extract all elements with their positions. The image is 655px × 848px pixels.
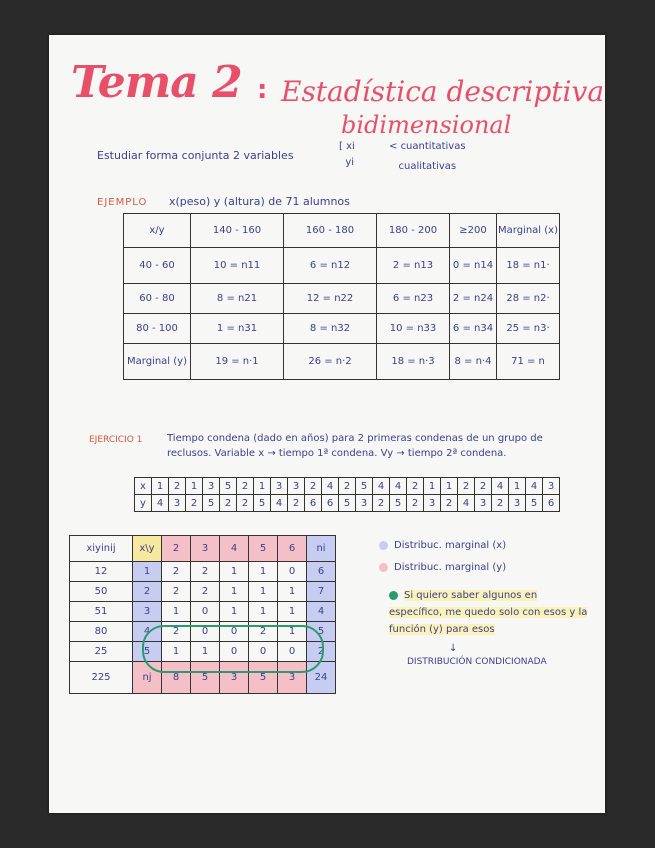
legend <box>379 535 506 579</box>
table-cell: 3 <box>203 478 220 495</box>
table-cell: 3 <box>543 478 560 495</box>
circle-dot-icon <box>379 541 388 550</box>
table-cell: 7 <box>307 582 336 602</box>
circle-dot-icon <box>379 563 388 572</box>
table-row <box>124 284 560 314</box>
table-header: ≥200 <box>450 214 497 248</box>
table-cell: 2 <box>458 478 475 495</box>
table-cell: 2 <box>220 495 237 512</box>
table-cell: nj <box>133 662 162 694</box>
table-header: 2 <box>162 536 191 562</box>
table-cell: 5 <box>339 495 356 512</box>
table-header: xiyinij <box>70 536 133 562</box>
table-cell: 0 <box>191 602 220 622</box>
table-cell: 1 <box>278 622 307 642</box>
table-cell: 5 <box>133 642 162 662</box>
notebook-page <box>49 35 605 813</box>
table-cell: 5 <box>203 495 220 512</box>
table-cell: 0 <box>220 622 249 642</box>
row-label: x <box>135 478 152 495</box>
table-cell: 1 <box>249 562 278 582</box>
table-cell: 0 <box>249 642 278 662</box>
table-cell: 71 = n <box>497 344 560 380</box>
table-cell: 4 <box>390 478 407 495</box>
table-cell: 1 <box>424 478 441 495</box>
table-cell: 5 <box>220 478 237 495</box>
table-cell: 6 = n34 <box>450 314 497 344</box>
table-cell: 4 <box>322 478 339 495</box>
table-cell: 18 = n1· <box>497 248 560 284</box>
table-cell: 24 <box>307 662 336 694</box>
exercise-label: EJERCICIO 1 <box>89 435 143 445</box>
table-cell: 4 <box>307 602 336 622</box>
table-cell: 2 <box>162 562 191 582</box>
table-cell: 3 <box>288 478 305 495</box>
table-cell: 25 <box>70 642 133 662</box>
table-cell: 4 <box>271 495 288 512</box>
example-text: x(peso) y (altura) de 71 alumnos <box>169 195 350 208</box>
table-cell: 6 <box>322 495 339 512</box>
table-cell: 0 <box>220 642 249 662</box>
table-cell: 2 <box>191 582 220 602</box>
table-cell: 2 <box>373 495 390 512</box>
table-cell: 5 <box>307 622 336 642</box>
example-label: EJEMPLO <box>97 197 148 208</box>
table-header: 4 <box>220 536 249 562</box>
table-cell: 1 <box>254 478 271 495</box>
table-cell: 0 <box>278 642 307 662</box>
table-cell: 51 <box>70 602 133 622</box>
table-header: 160 - 180 <box>284 214 377 248</box>
table-cell: 8 = n21 <box>191 284 284 314</box>
table-cell: 2 <box>307 642 336 662</box>
table-cell: 6 = n12 <box>284 248 377 284</box>
table-cell: 8 = n·4 <box>450 344 497 380</box>
table-cell: 3 <box>475 495 492 512</box>
table-cell: 5 <box>356 478 373 495</box>
table-cell: 2 <box>475 478 492 495</box>
table-cell: 1 <box>162 642 191 662</box>
table-header: x\y <box>133 536 162 562</box>
table-cell: 2 = n24 <box>450 284 497 314</box>
table-cell: 1 <box>441 478 458 495</box>
table-cell: 1 <box>191 642 220 662</box>
raw-data-table <box>134 477 560 512</box>
table-cell: 4 <box>152 495 169 512</box>
table-cell: 2 <box>162 582 191 602</box>
table-cell: 2 <box>186 495 203 512</box>
row-label: 60 - 80 <box>124 284 191 314</box>
table-cell: 3 <box>169 495 186 512</box>
table-cell: 2 <box>492 495 509 512</box>
table-cell: 2 <box>237 478 254 495</box>
table-cell: 1 <box>509 478 526 495</box>
table-cell: 1 <box>249 602 278 622</box>
table-cell: 2 <box>162 622 191 642</box>
table-row <box>124 248 560 284</box>
table-header: 3 <box>191 536 220 562</box>
table-cell: 12 <box>70 562 133 582</box>
table-cell: 2 <box>249 622 278 642</box>
table-row <box>70 562 336 582</box>
table-cell: 2 <box>133 582 162 602</box>
table-cell: 1 <box>278 582 307 602</box>
table-cell: 2 <box>191 562 220 582</box>
table-cell: 2 <box>441 495 458 512</box>
table-cell: 3 <box>356 495 373 512</box>
table-header: x/y <box>124 214 191 248</box>
table-cell: 2 = n13 <box>377 248 450 284</box>
bullet-dot-icon <box>389 591 398 600</box>
table-row <box>70 602 336 622</box>
legend-note: Si quiero saber algunos en específico, me quedo solo con esos y la función (y) para esos <box>389 590 588 635</box>
table-cell: 6 <box>307 562 336 582</box>
table-cell: 26 = n·2 <box>284 344 377 380</box>
title-subtitle-line2: bidimensional <box>341 111 512 139</box>
row-label: y <box>135 495 152 512</box>
table-cell: 6 <box>543 495 560 512</box>
row-label: Marginal (y) <box>124 344 191 380</box>
table-cell: 5 <box>191 662 220 694</box>
table-cell: 25 = n3· <box>497 314 560 344</box>
table-cell: 4 <box>458 495 475 512</box>
title-colon: : <box>257 75 268 105</box>
table-cell: 0 = n14 <box>450 248 497 284</box>
table-cell: 3 <box>133 602 162 622</box>
table-cell: 4 <box>492 478 509 495</box>
table-row <box>70 582 336 602</box>
table-cell: 12 = n22 <box>284 284 377 314</box>
table-header: 5 <box>249 536 278 562</box>
exercise-text: Tiempo condena (dado en años) para 2 primeras condenas de un grupo de reclusos. Variable x → tiempo 1ª condena. Vy → tiempo 2ª condena. <box>167 433 543 459</box>
table-header: 180 - 200 <box>377 214 450 248</box>
table-cell: 0 <box>191 622 220 642</box>
table-cell: 2 <box>169 478 186 495</box>
table-row <box>135 478 560 495</box>
table-cell: 50 <box>70 582 133 602</box>
table-header: 6 <box>278 536 307 562</box>
legend-item-marginal-x: Distribuc. marginal (x) <box>379 535 506 557</box>
table-cell: 8 <box>162 662 191 694</box>
table-cell: 225 <box>70 662 133 694</box>
table-header: ni <box>307 536 336 562</box>
table-cell: 8 = n32 <box>284 314 377 344</box>
table-cell: 2 <box>288 495 305 512</box>
table-cell: 0 <box>278 562 307 582</box>
table-header: Marginal (x) <box>497 214 560 248</box>
example-table <box>123 213 560 380</box>
type-qualitative: cualitativas <box>398 161 457 172</box>
table-cell: 4 <box>133 622 162 642</box>
table-cell: 1 <box>220 582 249 602</box>
var-yi: yi <box>345 157 355 168</box>
table-cell: 3 <box>509 495 526 512</box>
arrow-down-icon: ↓ <box>449 643 458 654</box>
table-cell: 10 = n33 <box>377 314 450 344</box>
table-cell: 18 = n·3 <box>377 344 450 380</box>
table-cell: 4 <box>526 478 543 495</box>
table-cell: 5 <box>526 495 543 512</box>
title-subtitle-line1: Estadística descriptiva <box>281 75 605 108</box>
table-cell: 28 = n2· <box>497 284 560 314</box>
table-cell: 2 <box>339 478 356 495</box>
row-label: 80 - 100 <box>124 314 191 344</box>
table-cell: 5 <box>254 495 271 512</box>
table-cell: 3 <box>271 478 288 495</box>
table-cell: 3 <box>424 495 441 512</box>
table-row <box>124 314 560 344</box>
row-label: 40 - 60 <box>124 248 191 284</box>
table-cell: 1 <box>186 478 203 495</box>
table-cell: 6 <box>305 495 322 512</box>
table-cell: 1 <box>152 478 169 495</box>
type-quantitative: cuantitativas <box>400 141 466 152</box>
table-cell: 10 = n11 <box>191 248 284 284</box>
table-cell: 1 <box>133 562 162 582</box>
intro-types: < cuantitativas cualitativas <box>389 141 466 172</box>
table-cell: 1 <box>249 582 278 602</box>
legend-item-marginal-y: Distribuc. marginal (y) <box>379 557 506 579</box>
table-row <box>135 495 560 512</box>
conditional-highlight-oval <box>142 625 324 673</box>
var-xi: xi <box>346 141 355 152</box>
table-cell: 1 <box>278 602 307 622</box>
intro-text: Estudiar forma conjunta 2 variables <box>97 149 294 162</box>
table-cell: 3 <box>220 662 249 694</box>
table-cell: 2 <box>407 478 424 495</box>
page-title: Tema 2 <box>71 57 242 108</box>
table-cell: 80 <box>70 622 133 642</box>
table-cell: 2 <box>237 495 254 512</box>
table-cell: 2 <box>407 495 424 512</box>
table-cell: 1 <box>162 602 191 622</box>
table-cell: 5 <box>249 662 278 694</box>
table-cell: 1 <box>220 602 249 622</box>
table-cell: 1 = n31 <box>191 314 284 344</box>
table-cell: 3 <box>278 662 307 694</box>
table-cell: 6 = n23 <box>377 284 450 314</box>
table-header: 140 - 160 <box>191 214 284 248</box>
table-cell: 5 <box>390 495 407 512</box>
table-cell: 4 <box>373 478 390 495</box>
table-row <box>124 344 560 380</box>
table-cell: 2 <box>305 478 322 495</box>
conditional-distribution-label: DISTRIBUCIÓN CONDICIONADA <box>407 657 547 667</box>
table-cell: 19 = n·1 <box>191 344 284 380</box>
intro-variables: [ xi yi <box>339 141 355 168</box>
table-cell: 1 <box>220 562 249 582</box>
